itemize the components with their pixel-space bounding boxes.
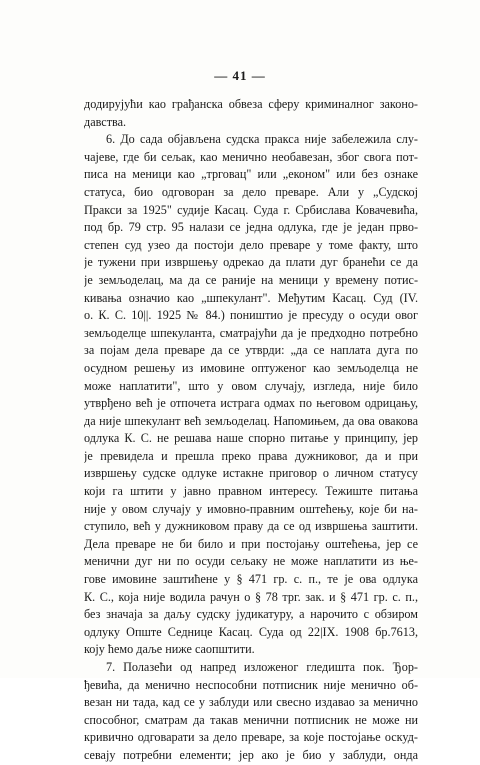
text-line: је превидела и прешла преко права дужниковог, да и при <box>84 448 418 463</box>
text-line: степен суд узео да постоји дело преваре у томе факту, што <box>84 237 418 252</box>
text-line: севају потребни елементи; јер ако је био у заблуди, онда <box>84 747 418 762</box>
text-line: 6. До сада објављена судска пракса није забележила слу- <box>106 132 418 147</box>
text-line: ступило, већ у дужниковом праву да се од извршења заштити. <box>84 519 418 534</box>
text-line: кривично одговарати за дело преваре, за које постојање оскуд- <box>84 730 418 745</box>
text-line: може наплатити", што у овом случају, изгледа, није било <box>84 378 418 393</box>
text-line: везан ни тада, кад се у заблуди или свесно издавао за менично <box>84 695 418 710</box>
text-line: К. С., која није водила рачун о § 78 трг. зак. и § 471 гр. с. п., <box>84 589 418 604</box>
page-number: — 41 — <box>214 68 266 83</box>
text-line: чајеве, где би сељак, као менично необавезан, због свога пот- <box>84 149 418 164</box>
text-line: који га штити у јавно правном интересу. Тежиште питања <box>84 484 418 499</box>
text-line: одлука К. С. не решава наше спорно питање у принципу, јер <box>84 431 418 446</box>
text-line: да није шпекулант већ земљоделац. Напомињем, да ова овакова <box>84 413 418 428</box>
text-line: ђевића, да менично неспособни потписник није менично об- <box>84 677 418 692</box>
text-line: одлуку Опште Седнице Касац. Суда од 22|IX. 1908 бр.7613, <box>84 624 418 639</box>
text-line: статуса, био одговоран за дело преваре. Али у „Судској <box>84 184 418 199</box>
text-line: способног, сматрам да такав менични потписник не може ни <box>84 712 418 727</box>
text-line: је тужени при извршењу одрекао да плати дуг бранећи се да <box>84 255 418 270</box>
text-line: земљоделце шпекуланта, сматрајући да је предходно потребно <box>84 325 418 340</box>
text-line: писа на меници као „трговац" или „економ" или без ознаке <box>84 167 418 182</box>
text-line: гове имовине заштићене у § 471 гр. с. п., те је ова одлука <box>84 572 418 587</box>
text-line: без значаја за даљу судску јудикатуру, а нарочито с обзиром <box>84 607 418 622</box>
text-line: утврђено већ је отпочета истрага одмах по његовом одрицању, <box>84 396 418 411</box>
text-line: кивања означио као „шпекулант". Међутим Касац. Суд (IV. <box>84 290 418 305</box>
text-line: менични дуг ни по осуди сељаку не може наплатити из ње- <box>84 554 418 569</box>
text-line: осудном решењу из имовине оптуженог као земљоделца не <box>84 360 418 375</box>
text-line: о. К. С. 10||. 1925 № 84.) поништио је пресуду о осуди овог <box>84 308 418 323</box>
text-line: Дела преваре не би било и при постојању оштећења, јер се <box>84 536 418 551</box>
text-line: је земљоделац, ма да се раније на меници у времену потис- <box>84 272 418 287</box>
text-line: 7. Полазећи од напред изложеног гледишта пок. Ђор- <box>106 660 418 674</box>
body-text <box>84 96 418 765</box>
text-line: додирујући као грађанска обвеза сферу криминалног законо- <box>84 97 418 111</box>
text-line: извршењу судске одлуке истакне приговор о личном статусу <box>84 466 418 481</box>
text-line: под бр. 79 стр. 95 налази се једна одлука, где је један прво- <box>84 220 418 235</box>
text-line: није у овом случају у имовно-правним оштећењу, које би на- <box>84 501 418 516</box>
text-line: за појам дела преваре да се утврди: „да се наплата дуга по <box>84 343 418 358</box>
text-line: давства. <box>84 114 127 129</box>
text-line: коју ћемо даље ниже саопштити. <box>84 642 255 657</box>
text-line: Пракси за 1925" судије Касац. Суда г. Србислава Ковачевића, <box>84 202 418 217</box>
